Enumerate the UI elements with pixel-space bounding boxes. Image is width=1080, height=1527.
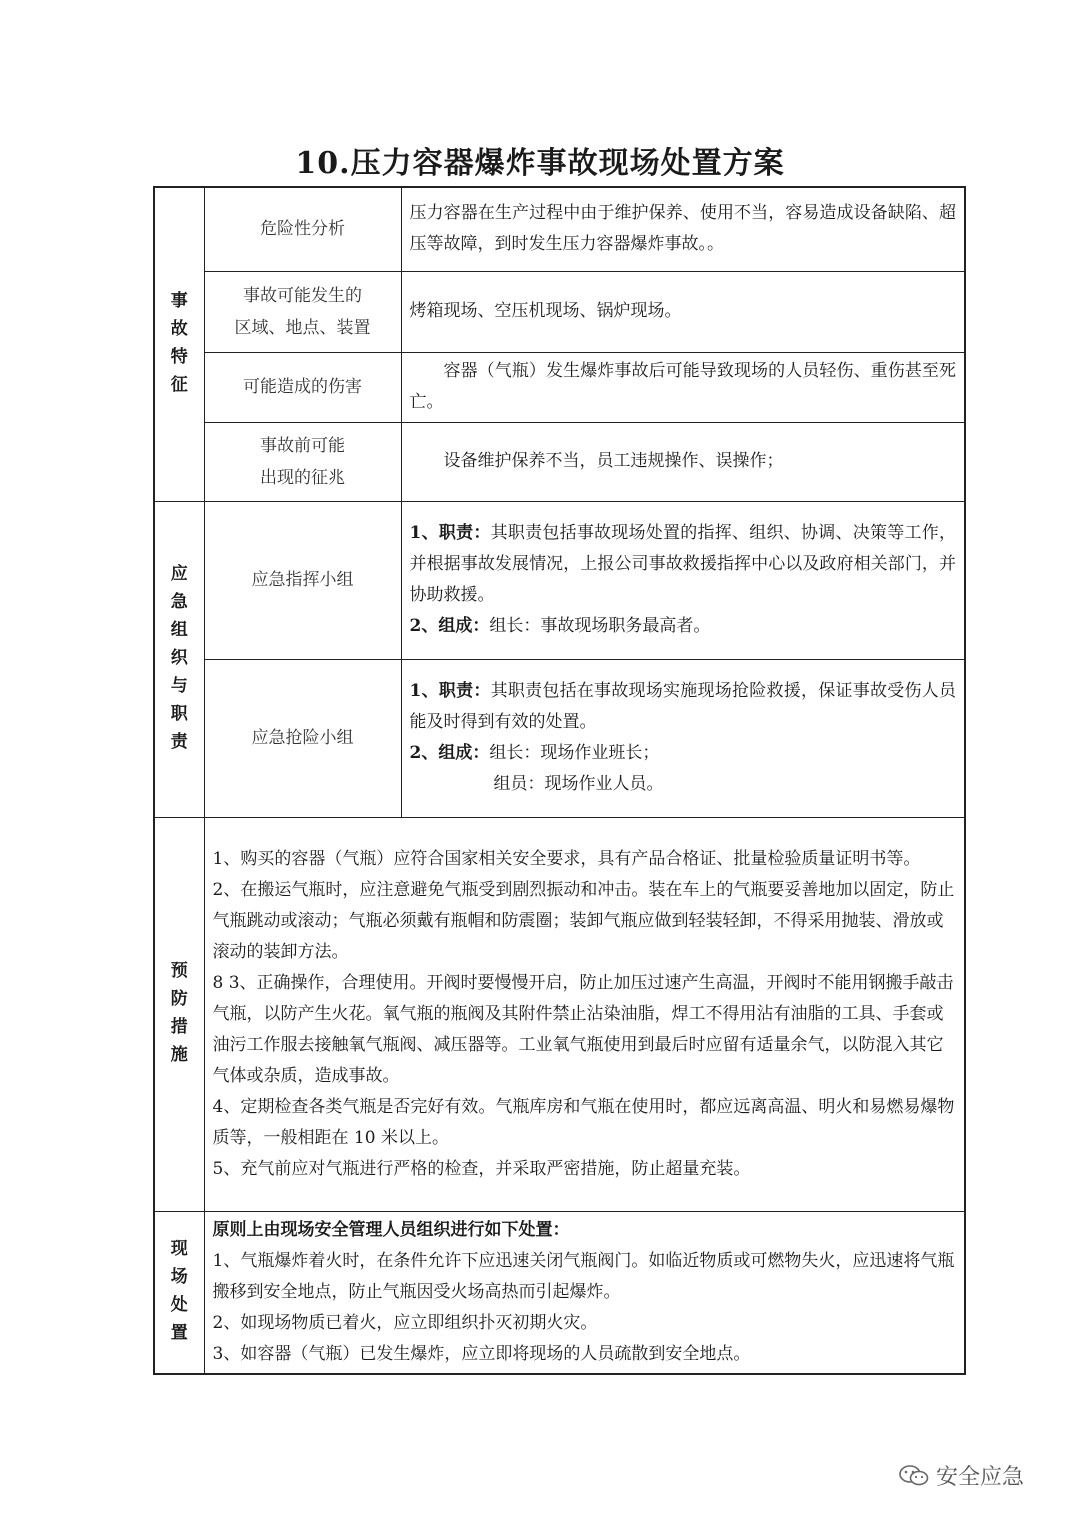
section-characteristics: 事故特征	[154, 187, 204, 501]
list-item: 1、气瓶爆炸着火时，在条件允许下应迅速关闭气瓶阀门。如临近物质或可燃物失火，应迅速将气瓶搬移到安全地点，防止气瓶因受火场高热而引起爆炸。	[212, 1250, 955, 1302]
table-row	[154, 271, 965, 352]
row-content: 烤箱现场、空压机现场、锅炉现场。	[401, 271, 965, 352]
watermark	[898, 1460, 1024, 1491]
wechat-icon	[898, 1464, 930, 1488]
list-item: 5、充气前应对气瓶进行严格的检查，并采取严密措施，防止超量充装。	[212, 1158, 751, 1179]
table-row	[154, 659, 965, 817]
table-row	[154, 817, 965, 1211]
row-content: 压力容器在生产过程中由于维护保养、使用不当，容易造成设备缺陷、超压等故障，到时发生压力容器爆炸事故。。	[401, 187, 965, 271]
disposal-plan-table	[153, 186, 966, 1375]
page-title: 10.压力容器爆炸事故现场处置方案	[295, 146, 785, 181]
row-label: 可能造成的伤害	[204, 352, 401, 422]
section-organization: 应急组织与职责	[154, 501, 204, 817]
row-content: 1、职责：其职责包括事故现场处置的指挥、组织、协调、决策等工作，并根据事故发展情况，上报公司事故救援指挥中心以及政府相关部门，并协助救援。 2、组成：组长：事故现场职务最高者。	[401, 501, 965, 659]
row-content: 1、职责：其职责包括在事故现场实施现场抢险救援，保证事故受伤人员能及时得到有效的处置。 2、组成：组长：现场作业班长； 组员：现场作业人员。	[401, 659, 965, 817]
table-row	[154, 422, 965, 501]
list-item: 8 3、正确操作，合理使用。开阀时要慢慢开启，防止加压过速产生高温，开阀时不能用钢搬手敲击气瓶，以防产生火花。氧气瓶的瓶阀及其附件禁止沾染油脂，焊工不得用沾有油脂的工具、手套或油污工作服去接触氧气瓶阀、减压器等。工业氧气瓶使用到最后时应留有适量余气，以防混入其它气体或杂质，造成事故。	[212, 972, 954, 1086]
list-item: 2、如现场物质已着火，应立即组织扑灭初期火灾。	[212, 1312, 598, 1333]
row-label: 事故前可能 出现的征兆	[204, 422, 401, 501]
list-item: 4、定期检查各类气瓶是否完好有效。气瓶库房和气瓶在使用时，都应远离高温、明火和易燃易爆物质等，一般相距在 10 米以上。	[212, 1096, 955, 1148]
table-row	[154, 1211, 965, 1374]
list-item: 3、如容器（气瓶）已发生爆炸，应立即将现场的人员疏散到安全地点。	[212, 1343, 751, 1364]
watermark-text: 安全应急	[936, 1465, 1025, 1490]
row-content: 设备维护保养不当，员工违规操作、误操作；	[401, 422, 965, 501]
row-content: 容器（气瓶）发生爆炸事故后可能导致现场的人员轻伤、重伤甚至死亡。	[401, 352, 965, 422]
table-row	[154, 187, 965, 271]
prevention-content	[204, 817, 965, 1211]
row-label: 应急抢险小组	[204, 659, 401, 817]
table-row	[154, 352, 965, 422]
section-prevention: 预防措施	[154, 817, 204, 1211]
list-item: 1、购买的容器（气瓶）应符合国家相关安全要求，具有产品合格证、批量检验质量证明书等。	[212, 848, 921, 869]
section-onsite: 现场处置	[154, 1211, 204, 1374]
table-row	[154, 501, 965, 659]
onsite-content: 原则上由现场安全管理人员组织进行如下处置： 1、气瓶爆炸着火时，在条件允许下应迅速关闭气瓶阀门。如临近物质或可燃物失火，应迅速将气瓶搬移到安全地点，防止气瓶因受火场高热而引起爆炸。 2、如现场物质已着火，应立即组织扑灭初期火灾。 3、如容器（气瓶）已发生爆炸，应立即将现场的人员疏散到安全地点。	[204, 1211, 965, 1374]
row-label: 应急指挥小组	[204, 501, 401, 659]
row-label: 危险性分析	[204, 187, 401, 271]
row-label: 事故可能发生的 区域、地点、装置	[204, 271, 401, 352]
list-item: 2、在搬运气瓶时，应注意避免气瓶受到剧烈振动和冲击。装在车上的气瓶要妥善地加以固定，防止气瓶跳动或滚动；气瓶必须戴有瓶帽和防震圈；装卸气瓶应做到轻装轻卸，不得采用抛装、滑放或滚动的装卸方法。	[212, 879, 955, 962]
